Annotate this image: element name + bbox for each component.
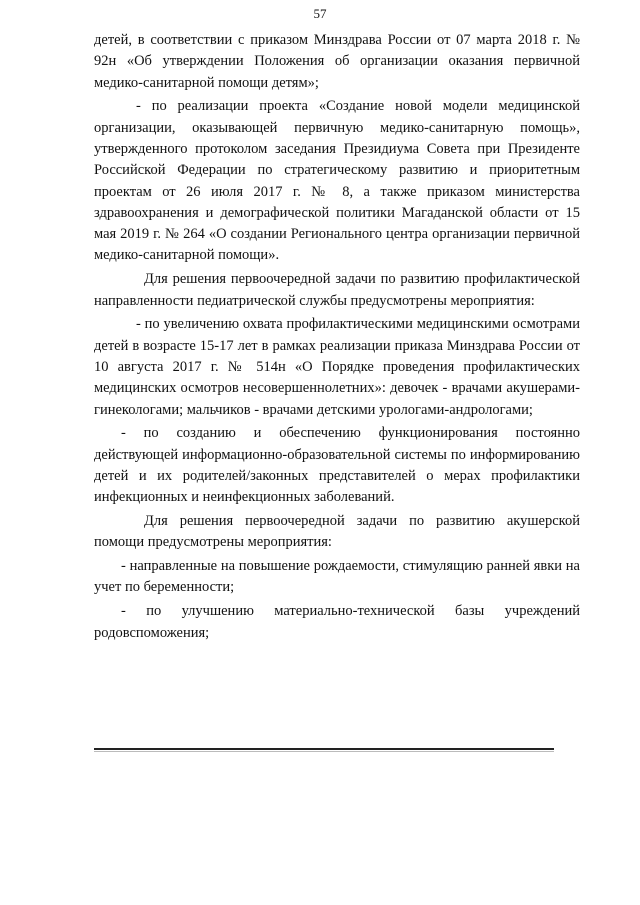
paragraph-checkups-item: - по увеличению охвата профилактическими медицинскими осмотрами детей в возрасте 15-17 лет в рамках реализации приказа Минздрава России от 10 августа 2017 г. № 514н «О Порядке проведения профилактических медицинских осмотров несовершеннолетних»: девочек - врачами акушерами-гинекологами; мальчиков - врачами детскими урологами-андрологами; [94,316,580,418]
paragraph-info-system-item: - по созданию и обеспечению функционирования постоянно действующей информационно-образовательной системы по информированию детей и их родителей/законных представителей о мерах профилактики инфекционных и неинфекционных заболеваний. [94,425,580,506]
paragraph-material-base-item: - по улучшению материально-технической базы учреждений родовспоможения; [94,603,580,641]
page-number: 57 [313,6,327,21]
paragraph-project-item: - по реализации проекта «Создание новой модели медицинской организации, оказывающей первичную медико-санитарную помощь», утвержденного протоколом заседания Президиума Совета при Президенте Российской Федерации по стратегическому развитию и приоритетным проектам от 26 июля 2017 г. № 8, а также приказом министерства здравоохранения и демографической политики Магаданской области от 15 мая 2019 г. № 264 «О создании Регионального центра организации первичной медико-санитарной помощи». [94,98,580,264]
paragraph-pediatric-intro: Для решения первоочередной задачи по развитию профилактической направленности педиатрической службы предусмотрены мероприятия: [94,271,580,309]
horizontal-rule [94,748,554,750]
paragraph-obstetric-intro: Для решения первоочередной задачи по развитию акушерской помощи предусмотрены мероприятия: [94,513,580,551]
paragraph-birthrate-item: - направленные на повышение рождаемости, стимулящию ранней явки на учет по беременности; [94,558,580,596]
horizontal-rule-shadow [94,751,554,752]
paragraph-continuation: детей, в соответствии с приказом Минздрава России от 07 марта 2018 г. № 92н «Об утверждении Положения об организации оказания первичной медико-санитарной помощи детям»; [94,32,580,91]
document-body [94,30,580,646]
